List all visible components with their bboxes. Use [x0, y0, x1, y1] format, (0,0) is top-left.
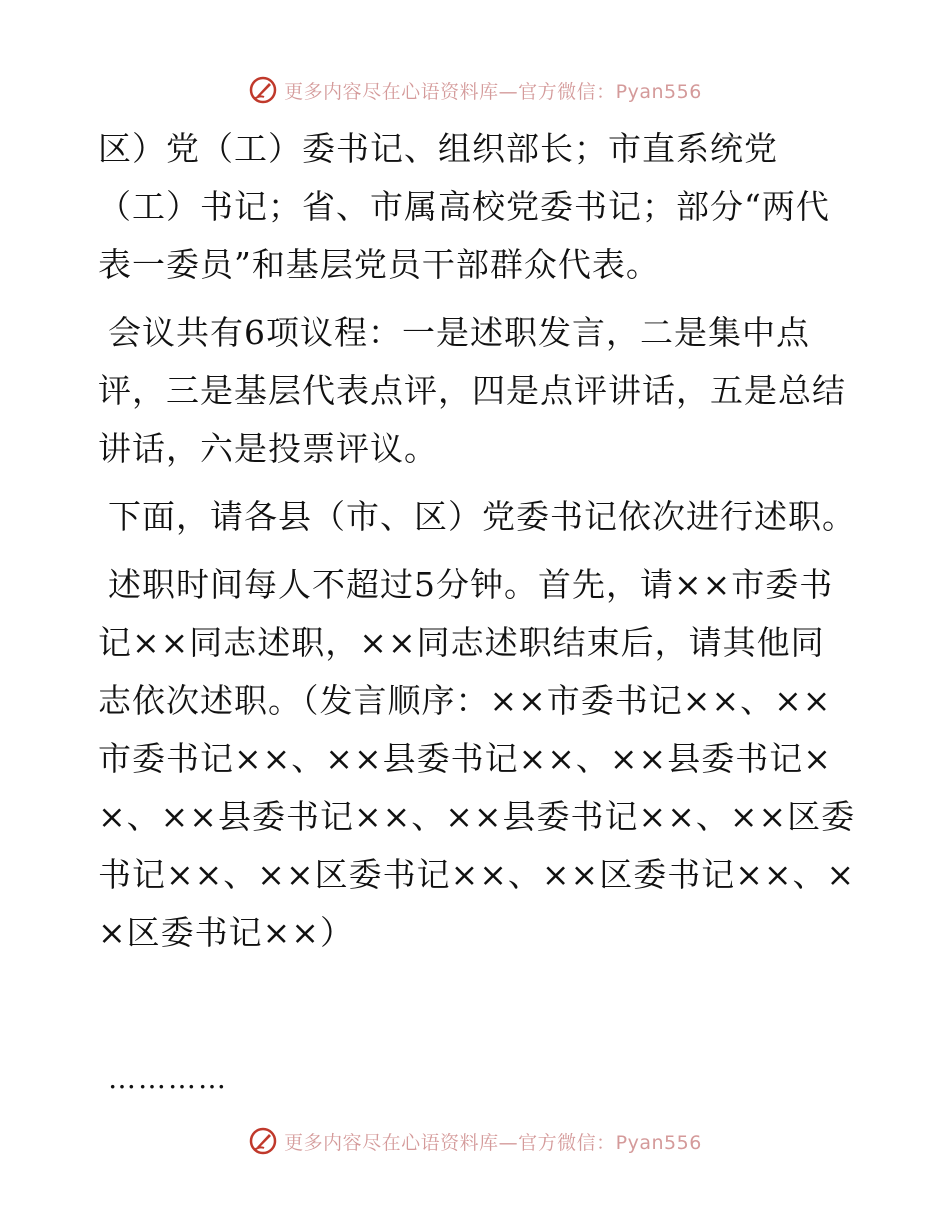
quill-seal-icon	[248, 1126, 278, 1156]
watermark-text: 更多内容尽在心语资料库—官方微信：Pyan556	[284, 1131, 702, 1154]
paragraph-speaking-order: 述职时间每人不超过5分钟。首先，请××市委书记××同志述职，××同志述职结束后，请其他同志依次述职。（发言顺序：××市委书记××、××市委书记××、××县委书记××、××县委书记××、××县委书记××、××县委书记××、××区委书记××、××区委书记××、××区委书记××、××区委书记××）	[98, 565, 856, 952]
watermark-text: 更多内容尽在心语资料库—官方微信：Pyan556	[284, 80, 702, 103]
paragraph-instruction: 下面，请各县（市、区）党委书记依次进行述职。	[108, 497, 856, 536]
paragraph-agenda: 会议共有6项议程：一是述职发言，二是集中点评，三是基层代表点评，四是点评讲话，五是总结讲话，六是投票评议。	[98, 313, 846, 468]
watermark-banner-bottom	[0, 1121, 950, 1161]
document-body	[98, 120, 858, 972]
watermark-banner-top	[0, 70, 950, 110]
paragraph-attendees: 区）党（工）委书记、组织部长；市直系统党（工）书记；省、市属高校党委书记；部分“两代表一委员”和基层党员干部群众代表。	[98, 129, 830, 284]
quill-seal-icon	[248, 75, 278, 105]
ellipsis: …………	[108, 1062, 228, 1095]
